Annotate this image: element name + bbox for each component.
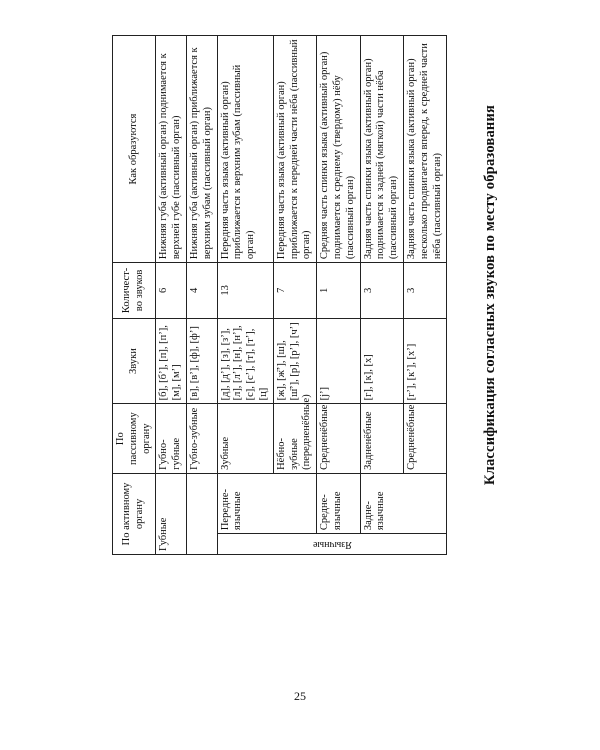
cell-count: 3	[360, 263, 403, 319]
cell-active: Губные	[156, 473, 187, 554]
page-title: Классификация согласных звуков по месту образования	[482, 104, 498, 486]
cell-how: Нижняя губа (активный орган) приближается к верхним зубам (пассивный орган)	[186, 36, 217, 263]
header-active-organ: По активному органу	[113, 473, 156, 554]
cell-passive: Зубные	[217, 404, 273, 474]
consonant-classification-table	[112, 35, 447, 555]
cell-sounds: [в], [в’], [ф], [ф’]	[186, 318, 217, 404]
table-row	[217, 36, 273, 555]
cell-count: 4	[186, 263, 217, 319]
cell-active: Задне-язычные	[360, 473, 447, 533]
header-passive-organ: По пассивному органу	[113, 404, 156, 474]
cell-passive: Средненёбные	[403, 404, 446, 474]
table-row	[317, 36, 360, 555]
cell-how: Средняя часть спинки языка (активный орган) поднимается к среднему (твердому) нёбу (пассивный орган)	[317, 36, 360, 263]
cell-count: 3	[403, 263, 446, 319]
table-row	[360, 36, 403, 555]
cell-active	[186, 473, 217, 554]
rotated-page-content	[112, 35, 522, 555]
cell-sounds: [г], [к], [х]	[360, 318, 403, 404]
cell-how: Передняя часть языка (активный орган) приближается к передней части нёба (пассивный орган)	[273, 36, 316, 263]
cell-how: Задняя часть спинки языка (активный орган) поднимается к задней (мягкой) части нёба (пассивный орган)	[360, 36, 403, 263]
cell-passive: Губно-губные	[156, 404, 187, 474]
cell-sounds: [ж], [ж̄’], [ш], [ш̄’], [р], [р’], [ч’]	[273, 318, 316, 404]
group-label-cell	[217, 534, 447, 555]
cell-passive: Средненёбные	[317, 404, 360, 474]
cell-how: Задняя часть спинки языка (активный орган) несколько продвигается вперед, к средней части нёба (пассивный орган)	[403, 36, 446, 263]
cell-how: Передняя часть языка (активный орган) приближается к верхним зубам (пассивный орган)	[217, 36, 273, 263]
cell-sounds: [j’]	[317, 318, 360, 404]
cell-how: Нижняя губа (активный орган) поднимается к верхней губе (пассивный орган)	[156, 36, 187, 263]
cell-passive: Заднeнёбные	[360, 404, 403, 474]
cell-count: 1	[317, 263, 360, 319]
header-how-formed: Как образуются	[113, 36, 156, 263]
cell-active: Средне-язычные	[317, 473, 360, 533]
cell-sounds: [г’], [к’], [х’]	[403, 318, 446, 404]
cell-passive: Губно-зубные	[186, 404, 217, 474]
cell-active: Передне-язычные	[217, 473, 317, 533]
cell-count: 7	[273, 263, 316, 319]
page-number: 25	[294, 689, 306, 703]
cell-passive: Нёбно-зубные (передненёбные)	[273, 404, 316, 474]
cell-count: 13	[217, 263, 273, 319]
table-header-row	[113, 36, 156, 555]
table-row	[156, 36, 187, 555]
cell-count: 6	[156, 263, 187, 319]
cell-sounds: [д], [д’], [з], [з’], [л], [л’], [н], [н’], [с], [с’], [т], [т’], [ц]	[217, 318, 273, 404]
table-row	[186, 36, 217, 555]
header-count: Количест-во звуков	[113, 263, 156, 319]
header-sounds: Звуки	[113, 318, 156, 404]
group-label-lingual: Язычные	[312, 539, 352, 551]
cell-sounds: [б], [б’], [п], [п’], [м], [м’]	[156, 318, 187, 404]
